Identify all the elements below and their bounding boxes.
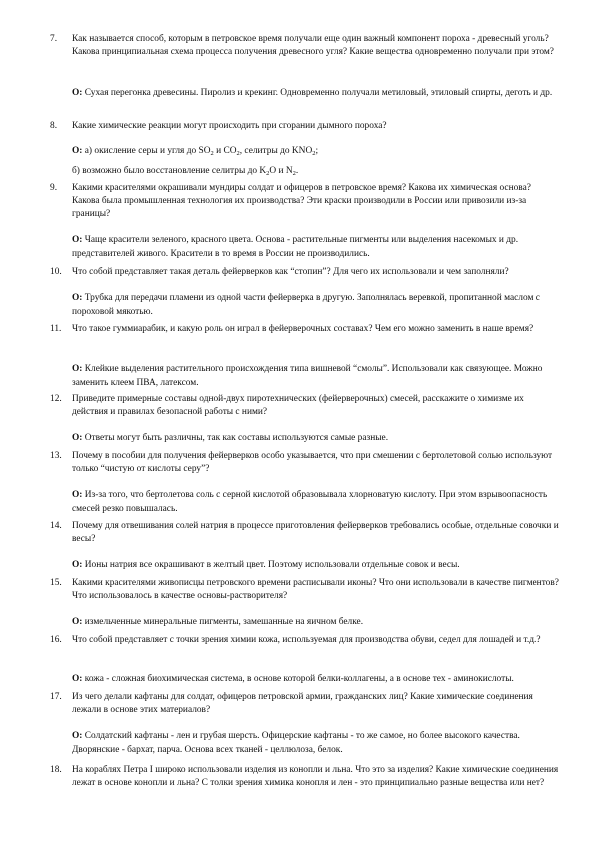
answer-text: кожа - сложная биохимическая система, в основе которой белки-коллагены, а в основе тех - аминокислоты. — [84, 674, 514, 684]
question-number: 7. — [50, 34, 58, 44]
question-number: 16. — [50, 635, 62, 645]
question-text: Почему в пособии для получения фейерверков особо указывается, что при смешении с бертолетовой солью используют только “чистую от кислоты серу”? — [72, 451, 553, 474]
answer-12 — [72, 432, 562, 446]
answer-text: Ответы могут быть различны, так как составы используются самые разные. — [84, 433, 389, 443]
question-text: На кораблях Петра I широко использовали изделия из конопли и льна. Что это за изделия? Какие химические соединения лежат в основе конопли и льна? С толки зрения химика конопля и лен - это принципиально разные вещества или нет? — [72, 765, 559, 788]
question-number: 17. — [50, 692, 62, 702]
answer-9 — [72, 234, 562, 261]
question-number: 14. — [50, 521, 62, 531]
question-17 — [50, 691, 560, 717]
question-12 — [50, 393, 560, 419]
answer-text: Ионы натрия все окрашивают в желтый цвет. Поэтому использовали отдельные совок и весы. — [84, 560, 460, 570]
question-text: Что собой представляет с точки зрения химии кожа, используемая для производства обуви, седел для лошадей и т.д.? — [72, 635, 541, 645]
question-11 — [50, 323, 560, 336]
question-number: 15. — [50, 578, 62, 588]
answer-text: Трубка для передачи пламени из одной части фейерверка в другую. Заполнялась веревкой, пропитанной маслом с пороховой мякотью. — [72, 293, 540, 317]
question-13 — [50, 450, 560, 476]
answer-11 — [72, 363, 562, 390]
answer-text: Из-за того, что бертолетова соль с серной кислотой образовывала хлорноватую кислоту. При этом взрывоопасность смесей резко повышалась. — [72, 490, 548, 514]
answer-label: О: — [72, 731, 83, 741]
answer-label: О: — [72, 674, 83, 684]
answer-15 — [72, 616, 562, 630]
answer-label: О: — [72, 235, 83, 245]
question-text: Какими красителями живописцы петровского времени расписывали иконы? Что они использовали в качестве пигментов? Что использовалось в качестве основы-растворителя? — [72, 578, 559, 601]
question-10 — [50, 266, 560, 279]
answer-text: Солдатский кафтаны - лен и грубая шерсть. Офицерские кафтаны - то же самое, но более высокого качества. Дворянские - бархат, парча. Основа всех тканей - целлюлоза, белок. — [72, 731, 520, 755]
question-number: 9. — [50, 183, 58, 193]
answer-14 — [72, 559, 562, 573]
question-9 — [50, 182, 560, 221]
question-number: 12. — [50, 394, 62, 404]
answer-label: О: — [72, 560, 83, 570]
answer-16 — [72, 673, 562, 687]
question-14 — [50, 520, 560, 546]
question-number: 11. — [50, 324, 62, 334]
answer-label: О: — [72, 146, 83, 156]
answer-label: О: — [72, 490, 83, 500]
question-text: Почему для отвешивания солей натрия в процессе приготовления фейерверков требовались особые, отдельные совочки и весы? — [72, 521, 559, 544]
question-text: Приведите примерные составы одной-двух пиротехнических (фейерверочных) смесей, расскажите о химизме их действия и правилах безопасной работы с ними? — [72, 394, 524, 417]
question-number: 10. — [50, 267, 62, 277]
question-text: Какими красителями окрашивали мундиры солдат и офицеров в петровское время? Какова их химическая основа? Какова была промышленная технология их производства? Эти краски производили в России или привозили из-за границы? — [72, 183, 531, 219]
answer-text: Чаще красители зеленого, красного цвета. Основа - растительные пигменты или выделения насекомых и др. представителей живого. Красители в то время в России не производились. — [72, 235, 519, 259]
question-number: 8. — [50, 121, 58, 131]
answer-17 — [72, 730, 562, 757]
question-number: 18. — [50, 765, 62, 775]
answer-label: О: — [72, 364, 83, 374]
answer-label: О: — [72, 433, 83, 443]
answer-10 — [72, 292, 562, 319]
question-7 — [50, 33, 560, 59]
question-text: Что собой представляет такая деталь фейерверков как “стопин”? Для чего их использовали и чем заполняли? — [72, 267, 509, 277]
answer-13 — [72, 489, 562, 516]
question-text: Какие химические реакции могут происходить при сгорании дымного пороха? — [72, 121, 387, 131]
answer-8-line-1: О: а) окисление серы и угля до $SO_2$ и $CO_2$, селитры до $KNO_2$; — [72, 146, 319, 157]
question-number: 13. — [50, 451, 62, 461]
question-18 — [50, 764, 560, 790]
answer-label: О: — [72, 293, 83, 303]
answer-label: О: — [72, 617, 83, 627]
answer-7 — [72, 87, 562, 101]
answer-8-line-2: б) возможно было восстановление селитры до $K_2O$ и $N_2$. — [72, 165, 299, 177]
question-8 — [50, 120, 560, 133]
answer-text: измельченные минеральные пигменты, замешанные на яичном белке. — [84, 617, 364, 627]
question-16 — [50, 634, 560, 647]
question-text: Как называется способ, которым в петровское время получали еще один важный компонент пороха - древесный уголь? Какова принципиальная схема процесса получения древесного угля? Какие вещества одновременно получали при этом? — [72, 34, 554, 57]
question-text: Из чего делали кафтаны для солдат, офицеров петровской армии, гражданских лиц? Какие химические соединения лежали в основе этих материалов? — [72, 692, 533, 715]
answer-8 — [72, 145, 562, 178]
answer-label: О: — [72, 88, 83, 98]
question-15 — [50, 577, 560, 603]
answer-text: Сухая перегонка древесины. Пиролиз и крекинг. Одновременно получали метиловый, этиловый спирты, деготь и др. — [84, 88, 553, 98]
question-text: Что такое гуммиарабик, и какую роль он играл в фейерверочных составах? Чем его можно заменить в наше время? — [72, 324, 534, 334]
answer-text: Клейкие выделения растительного происхождения типа вишневой “смолы”. Использовали как связующее. Можно заменить клеем ПВА, латексом. — [72, 364, 543, 388]
